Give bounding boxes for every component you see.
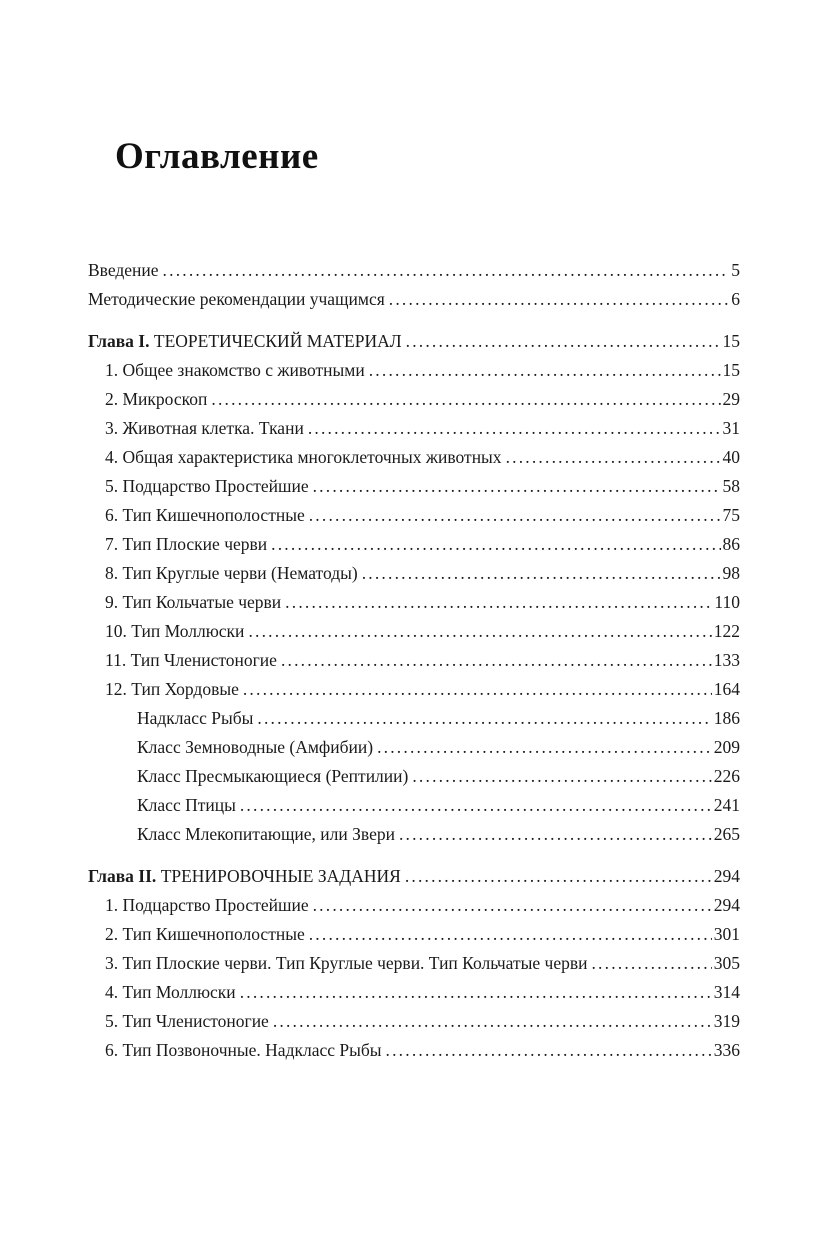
toc-entry-label: 1. Подцарство Простейшие	[105, 895, 309, 915]
toc-dot-leader	[211, 385, 720, 414]
toc-dot-leader	[369, 356, 721, 385]
toc-entry-label: 9. Тип Кольчатые черви	[105, 592, 282, 612]
toc-row	[88, 356, 740, 385]
toc-row	[88, 978, 740, 1007]
toc-row	[88, 588, 740, 617]
toc-row	[88, 862, 740, 891]
toc-row	[88, 501, 740, 530]
page-title: Оглавление	[115, 136, 319, 177]
toc-entry-label: 10. Тип Моллюски	[105, 621, 245, 641]
toc-entry-label: Методические рекомендации учащимся	[88, 289, 385, 309]
toc-dot-leader	[308, 414, 721, 443]
toc-page-number: 31	[722, 418, 740, 438]
toc-row	[88, 256, 740, 285]
toc-entry-label: 12. Тип Хордовые	[105, 679, 239, 699]
toc-row	[88, 327, 740, 356]
toc-row	[88, 820, 740, 849]
toc-dot-leader	[309, 920, 712, 949]
toc-dot-leader	[313, 891, 712, 920]
toc-page-number: 75	[722, 505, 740, 525]
toc-page-number: 122	[713, 621, 740, 641]
toc-row	[88, 733, 740, 762]
toc-dot-leader	[273, 1007, 712, 1036]
toc-page-number: 186	[713, 708, 740, 728]
toc-row	[88, 443, 740, 472]
toc-page-number: 164	[713, 679, 740, 699]
toc-dot-leader	[362, 559, 721, 588]
toc-row	[88, 385, 740, 414]
toc-page-number: 40	[722, 447, 740, 467]
toc-page-number: 314	[713, 982, 740, 1002]
toc-entry-label: 5. Подцарство Простейшие	[105, 476, 309, 496]
toc-entry-label: 4. Общая характеристика многоклеточных животных	[105, 447, 502, 467]
toc-row	[88, 791, 740, 820]
toc-page-number: 6	[731, 289, 740, 309]
toc-dot-leader	[281, 646, 712, 675]
toc-dot-leader	[386, 1036, 712, 1065]
toc-entry-label: 3. Животная клетка. Ткани	[105, 418, 304, 438]
toc-entry-label: 11. Тип Членистоногие	[105, 650, 277, 670]
toc-entry-label: Класс Млекопитающие, или Звери	[137, 824, 395, 844]
toc-entry-label: Глава I. ТЕОРЕТИЧЕСКИЙ МАТЕРИАЛ	[88, 331, 402, 351]
toc-dot-leader	[163, 256, 730, 285]
toc-row	[88, 646, 740, 675]
toc-page-number: 305	[713, 953, 740, 973]
toc-row	[88, 285, 740, 314]
toc-page-number: 110	[714, 592, 740, 612]
toc-page-number: 15	[722, 331, 740, 351]
toc-row	[88, 617, 740, 646]
toc-page-number: 241	[713, 795, 740, 815]
toc-row	[88, 559, 740, 588]
toc-dot-leader	[406, 327, 721, 356]
toc-entry-label: 8. Тип Круглые черви (Нематоды)	[105, 563, 358, 583]
toc-dot-leader	[506, 443, 721, 472]
toc-dot-leader	[399, 820, 712, 849]
toc-entry-label: 7. Тип Плоские черви	[105, 534, 268, 554]
toc-dot-leader	[313, 472, 721, 501]
toc-entry-label: Глава II. ТРЕНИРОВОЧНЫЕ ЗАДАНИЯ	[88, 866, 401, 886]
toc-entry-label: 3. Тип Плоские черви. Тип Круглые черви. Тип Кольчатые черви	[105, 953, 588, 973]
toc-page-number: 133	[713, 650, 740, 670]
toc-page-number: 265	[713, 824, 740, 844]
toc-dot-leader	[591, 949, 711, 978]
toc-row	[88, 920, 740, 949]
toc-page-number: 209	[713, 737, 740, 757]
toc-page-number: 15	[722, 360, 740, 380]
toc-dot-leader	[248, 617, 711, 646]
toc-entry-label: 6. Тип Позвоночные. Надкласс Рыбы	[105, 1040, 382, 1060]
table-of-contents	[88, 256, 740, 1065]
toc-entry-label: Класс Земноводные (Амфибии)	[137, 737, 374, 757]
toc-page-number: 226	[713, 766, 740, 786]
toc-entry-label: 1. Общее знакомство с животными	[105, 360, 365, 380]
toc-dot-leader	[240, 978, 712, 1007]
toc-row	[88, 704, 740, 733]
toc-row	[88, 472, 740, 501]
toc-dot-leader	[243, 675, 712, 704]
toc-dot-leader	[271, 530, 720, 559]
toc-entry-label: 4. Тип Моллюски	[105, 982, 236, 1002]
toc-page-number: 58	[722, 476, 740, 496]
toc-page-number: 86	[722, 534, 740, 554]
toc-dot-leader	[309, 501, 721, 530]
toc-entry-prefix: Глава I.	[88, 331, 154, 351]
toc-entry-label: 6. Тип Кишечнополостные	[105, 505, 305, 525]
toc-dot-leader	[412, 762, 711, 791]
toc-entry-label: 2. Тип Кишечнополостные	[105, 924, 305, 944]
toc-dot-leader	[257, 704, 711, 733]
toc-entry-label: Класс Птицы	[137, 795, 236, 815]
toc-row	[88, 675, 740, 704]
toc-row	[88, 891, 740, 920]
toc-entry-label: Класс Пресмыкающиеся (Рептилии)	[137, 766, 409, 786]
toc-row	[88, 1007, 740, 1036]
toc-row	[88, 949, 740, 978]
toc-page-number: 5	[731, 260, 740, 280]
toc-page-number: 29	[722, 389, 740, 409]
toc-row	[88, 762, 740, 791]
toc-entry-prefix: Глава II.	[88, 866, 161, 886]
toc-dot-leader	[240, 791, 712, 820]
toc-row	[88, 530, 740, 559]
toc-row	[88, 1036, 740, 1065]
toc-entry-label: 2. Микроскоп	[105, 389, 208, 409]
toc-page-number: 294	[713, 895, 740, 915]
toc-page-number: 98	[722, 563, 740, 583]
toc-entry-label: Введение	[88, 260, 159, 280]
toc-page-number: 319	[713, 1011, 740, 1031]
toc-page-number: 301	[713, 924, 740, 944]
toc-dot-leader	[405, 862, 712, 891]
toc-page-number: 294	[713, 866, 740, 886]
toc-entry-label: Надкласс Рыбы	[137, 708, 254, 728]
toc-dot-leader	[377, 733, 712, 762]
toc-dot-leader	[389, 285, 729, 314]
toc-dot-leader	[285, 588, 712, 617]
toc-page-number: 336	[713, 1040, 740, 1060]
toc-row	[88, 414, 740, 443]
toc-entry-label: 5. Тип Членистоногие	[105, 1011, 269, 1031]
